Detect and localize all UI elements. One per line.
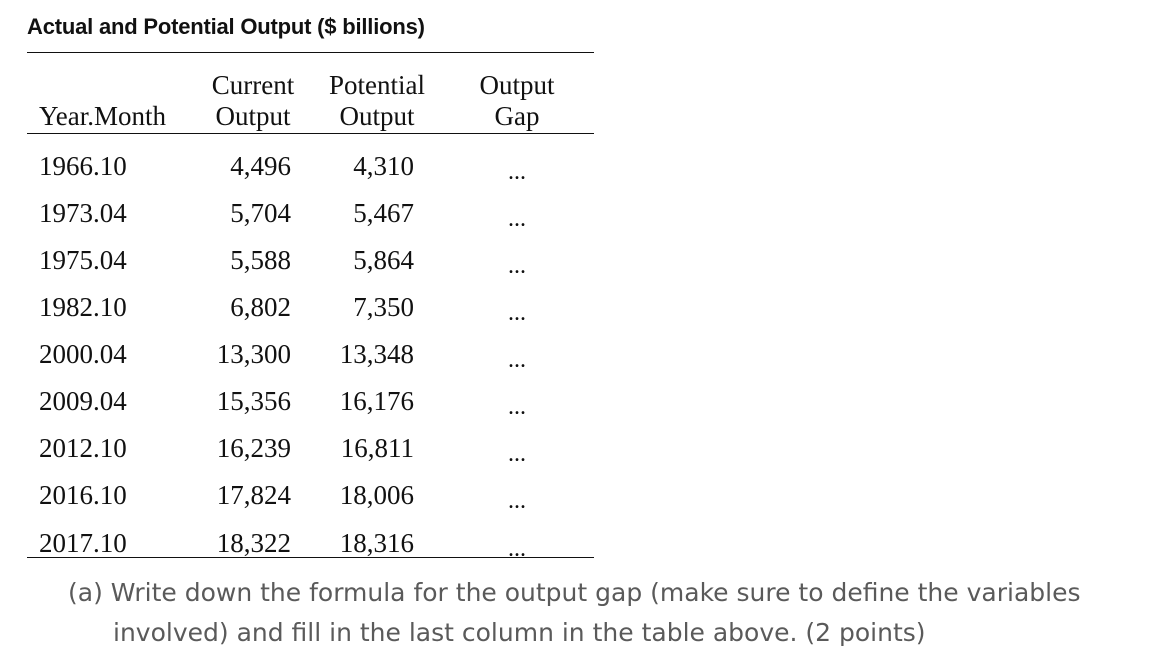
table-row [27, 525, 594, 565]
question-text [68, 573, 1148, 653]
cell-potential-output: 5,864 [353, 245, 414, 275]
cell-current-output: 15,356 [216, 386, 291, 416]
cell-potential-output: 18,006 [339, 480, 414, 510]
table-row [27, 195, 594, 235]
cell-current-output: 5,588 [230, 245, 291, 275]
cell-year: 1966.10 [39, 151, 127, 181]
header-potential-line2: Output [339, 101, 415, 131]
cell-output-gap: ... [508, 488, 526, 514]
header-potential-output [321, 70, 433, 132]
header-current-output [207, 70, 299, 132]
cell-output-gap: ... [508, 394, 526, 420]
cell-output-gap: ... [508, 206, 526, 232]
cell-year: 2017.10 [39, 528, 127, 558]
table-row [27, 477, 594, 517]
header-gap-line1: Output [479, 70, 555, 100]
question-line-1: (a) Write down the formula for the output gap (make sure to define the variables [68, 578, 1081, 607]
cell-output-gap: ... [508, 300, 526, 326]
cell-output-gap: ... [508, 159, 526, 185]
cell-current-output: 18,322 [216, 528, 291, 558]
cell-year: 1982.10 [39, 292, 127, 322]
cell-output-gap: ... [508, 536, 526, 562]
cell-year: 2000.04 [39, 339, 127, 369]
table-row [27, 430, 594, 470]
cell-potential-output: 16,811 [340, 433, 414, 463]
table-row [27, 289, 594, 329]
header-gap-line2: Gap [494, 101, 540, 131]
cell-potential-output: 7,350 [353, 292, 414, 322]
cell-year: 1973.04 [39, 198, 127, 228]
table-top-rule [27, 52, 594, 53]
cell-output-gap: ... [508, 347, 526, 373]
cell-potential-output: 13,348 [339, 339, 414, 369]
cell-potential-output: 5,467 [353, 198, 414, 228]
cell-potential-output: 18,316 [339, 528, 414, 558]
table-row [27, 383, 594, 423]
cell-current-output: 13,300 [216, 339, 291, 369]
header-current-line1: Current [211, 70, 295, 100]
table-row [27, 148, 594, 188]
cell-output-gap: ... [508, 253, 526, 279]
question-line-2: involved) and fill in the last column in the table above. (2 points) [113, 618, 926, 647]
cell-current-output: 6,802 [230, 292, 291, 322]
cell-year: 2016.10 [39, 480, 127, 510]
cell-current-output: 17,824 [216, 480, 291, 510]
table-title: Actual and Potential Output ($ billions) [27, 14, 425, 39]
cell-current-output: 4,496 [230, 151, 291, 181]
cell-current-output: 16,239 [216, 433, 291, 463]
header-current-line2: Output [215, 101, 291, 131]
cell-year: 2012.10 [39, 433, 127, 463]
cell-potential-output: 16,176 [339, 386, 414, 416]
cell-year: 2009.04 [39, 386, 127, 416]
table-row [27, 242, 594, 282]
header-potential-line1: Potential [329, 70, 425, 100]
header-output-gap [467, 70, 567, 132]
table-row [27, 336, 594, 376]
cell-potential-output: 4,310 [353, 151, 414, 181]
cell-output-gap: ... [508, 441, 526, 467]
table-header-rule [27, 133, 594, 134]
header-year-month: Year.Month [39, 101, 167, 131]
cell-year: 1975.04 [39, 245, 127, 275]
cell-current-output: 5,704 [230, 198, 291, 228]
